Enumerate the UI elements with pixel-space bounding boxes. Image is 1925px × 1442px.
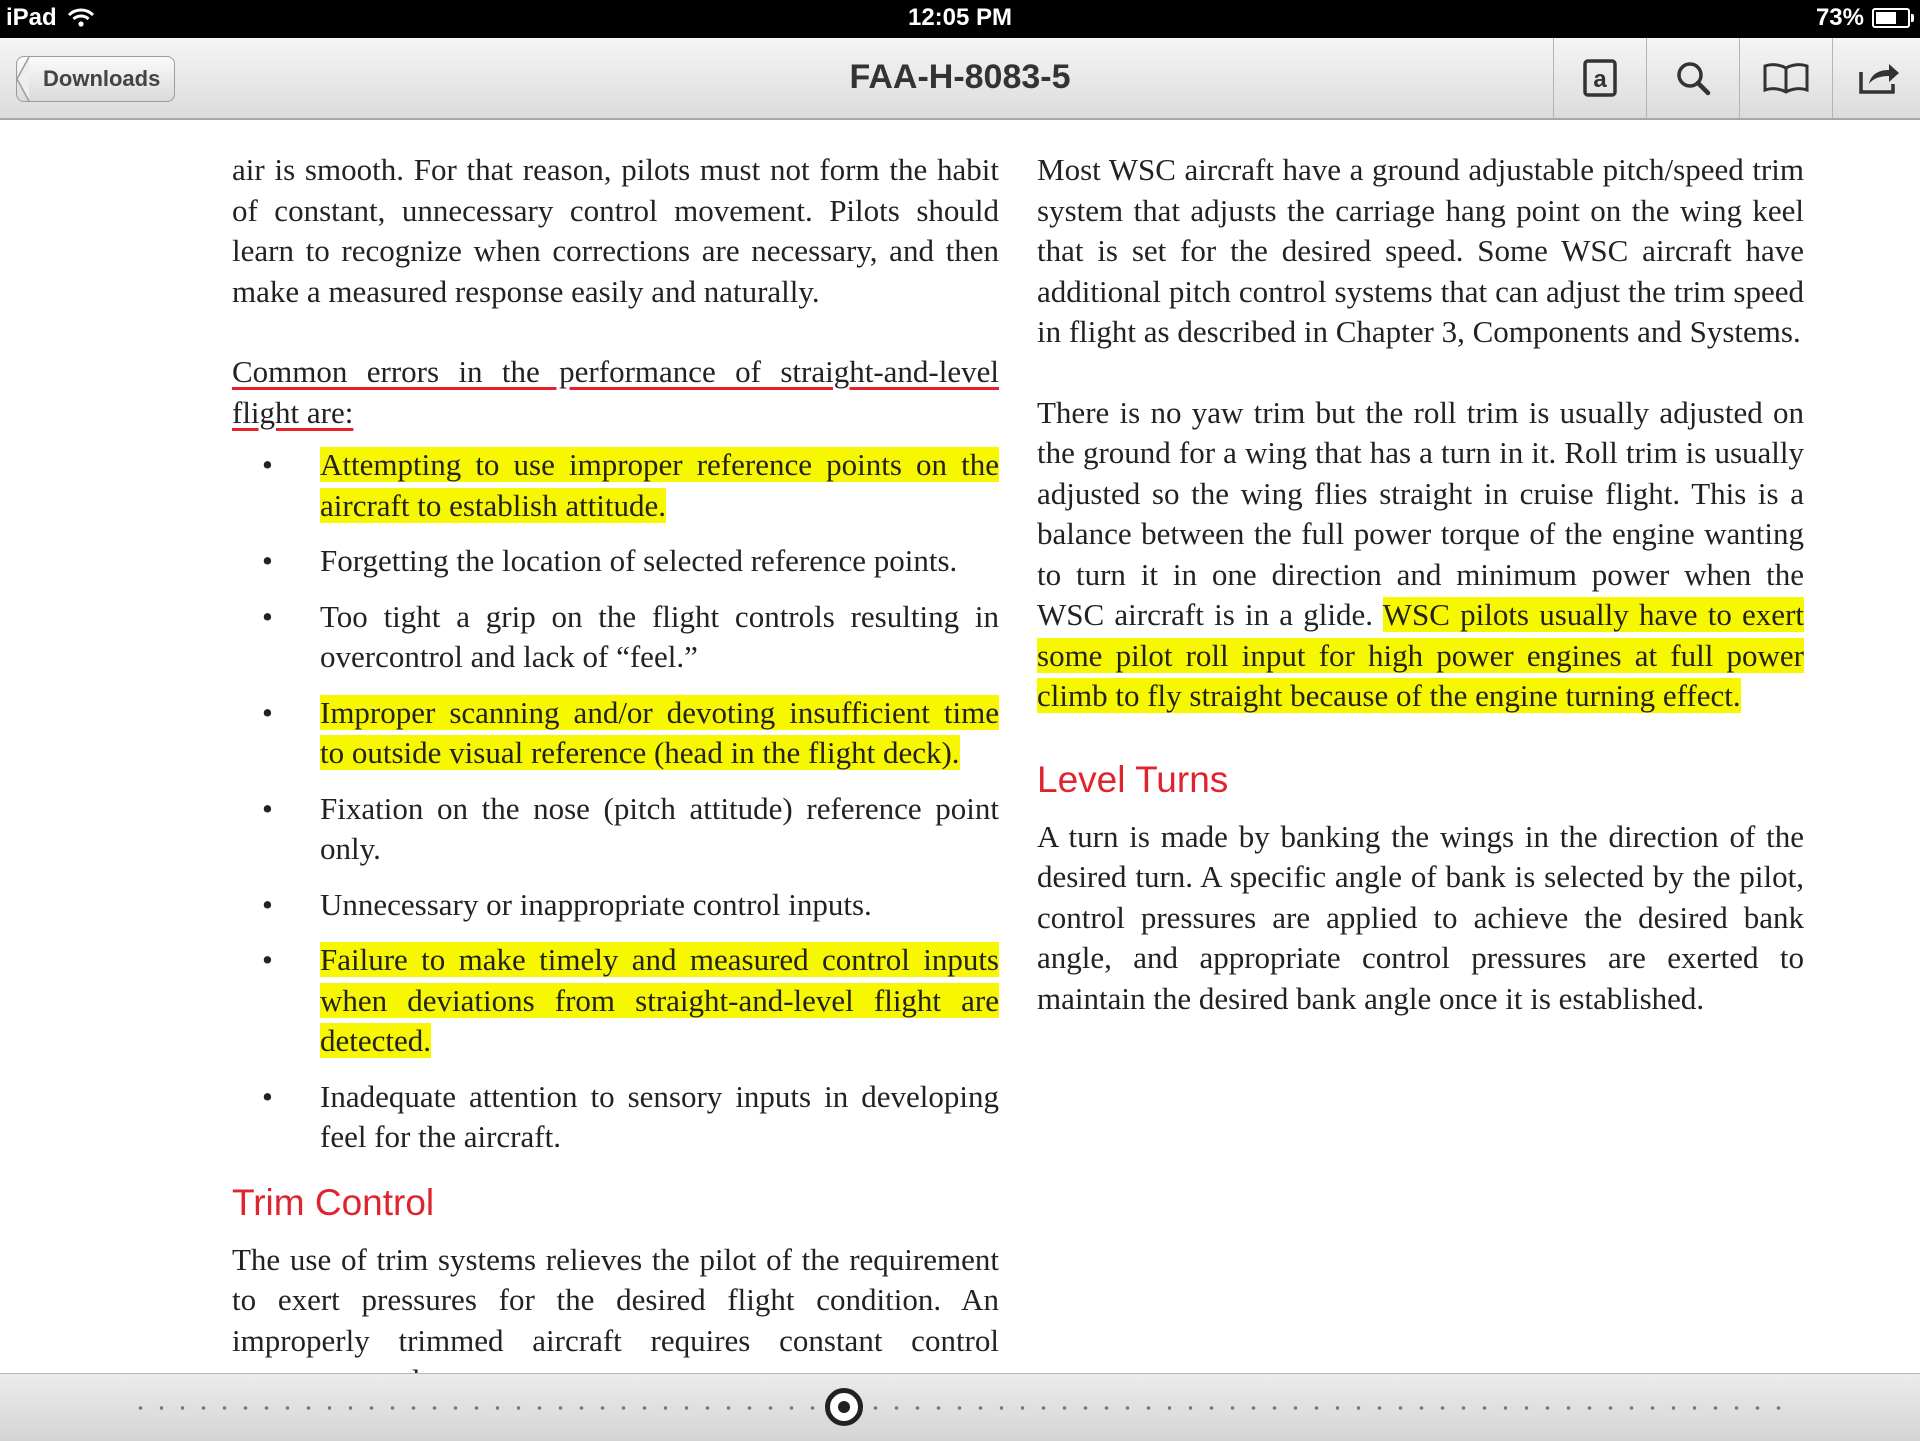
- bullet: •: [262, 543, 273, 578]
- search-icon: [1675, 60, 1711, 96]
- bullet: •: [262, 447, 273, 482]
- left-column: [232, 150, 999, 1442]
- errors-intro: [232, 352, 999, 433]
- device-name: iPad: [6, 4, 57, 31]
- bookmarks-button[interactable]: [1739, 38, 1832, 118]
- bullet: •: [262, 1078, 273, 1114]
- list-item: [232, 597, 999, 678]
- book-icon: [1763, 62, 1809, 94]
- bullet: •: [262, 598, 273, 634]
- highlighted-text: Attempting to use improper reference points on the aircraft to establish attitude.: [320, 447, 999, 523]
- battery-icon: [1872, 8, 1910, 28]
- back-button-label: Downloads: [43, 66, 161, 91]
- list-item: [232, 445, 999, 526]
- search-button[interactable]: [1646, 38, 1739, 118]
- page-scrubber-thumb[interactable]: [825, 1388, 863, 1426]
- status-time: 12:05 PM: [907, 4, 1013, 31]
- paragraph: Most WSC aircraft have a ground adjustable pitch/speed trim system that adjusts the carriage hang point on the wing keel that is set for the desired speed. Some WSC aircraft have additional pitch control systems that can adjust the trim speed in flight as described in Chapter 3, Components and Systems.: [1037, 152, 1804, 349]
- paragraph: The use of trim systems relieves the pilot of the requirement to exert pressures for the desired flight condition. An improperly trimmed aircraft requires constant control: [232, 1241, 999, 1358]
- list-item: [232, 541, 999, 582]
- list-item: [232, 885, 999, 926]
- toolbar: [0, 38, 1920, 120]
- highlighted-text: Improper scanning and/or devoting insufficient time to outside visual reference (head in the flight deck).: [320, 694, 999, 770]
- highlighted-text: WSC pilots usually have to exert some pilot roll input for high power engines at full power climb to fly straight because of the engine turning effect.: [1037, 597, 1805, 713]
- font-size-icon: [1583, 59, 1617, 97]
- list-item-text: Too tight a grip on the flight controls resulting in overcontrol and lack of “feel.”: [320, 598, 999, 674]
- bullet: •: [262, 886, 273, 922]
- highlighted-text: Failure to make timely and measured control inputs when deviations from straight-and-level flight are detected.: [320, 942, 999, 1058]
- font-size-button[interactable]: [1553, 38, 1646, 118]
- bullet: •: [262, 790, 273, 826]
- page-scrubber-track[interactable]: [130, 1406, 1790, 1410]
- paragraph: air is smooth. For that reason, pilots must not form the habit of constant, unnecessary control movement. Pilots should learn to recognize when corrections are necessary, and then make a measured response easily and naturally.: [232, 152, 999, 309]
- battery-percent: 73%: [1815, 4, 1864, 31]
- errors-list: [232, 445, 999, 1158]
- list-item: [232, 940, 999, 1062]
- status-bar: [0, 0, 1920, 38]
- svg-text:a: a: [1593, 66, 1607, 93]
- section-heading-trim-control: Trim Control: [232, 1181, 435, 1223]
- bullet: •: [262, 942, 273, 977]
- paragraph: [1037, 393, 1804, 717]
- list-item-text: Forgetting the location of selected reference points.: [320, 543, 958, 578]
- paragraph: A turn is made by banking the wings in the direction of the desired turn. A specific angle of bank is selected by the pilot, control pressures are applied to achieve the desired bank angle, and appropriate control pressures are exerted to maintain the desired bank angle once it is established.: [1037, 818, 1804, 1016]
- page-scrubber[interactable]: [0, 1373, 1920, 1441]
- list-item: [232, 789, 999, 870]
- list-item-text: Unnecessary or inappropriate control inputs.: [320, 886, 872, 922]
- document-title: FAA-H-8083-5: [849, 58, 1071, 96]
- paragraph-text: There is no yaw trim but the roll trim is usually adjusted on the ground for a wing that has a turn in it. Roll trim is usually adjusted so the wing flies straight in cruise flight. This is a balance between the full power torque of the engine wanting to turn it in one direction and minimum power when the WSC aircraft is in a glide.: [1037, 394, 1804, 632]
- list-item-text: Inadequate attention to sensory inputs in developing feel for the aircraft.: [320, 1078, 999, 1154]
- bullet: •: [262, 694, 273, 730]
- list-item: [232, 693, 999, 774]
- section-heading-level-turns: Level Turns: [1037, 758, 1229, 800]
- document-page[interactable]: [0, 120, 1920, 1373]
- share-icon: [1857, 60, 1901, 96]
- share-button[interactable]: [1832, 38, 1925, 118]
- list-item: [232, 1077, 999, 1158]
- right-column: [1037, 150, 1804, 1059]
- underlined-text: Common errors in the performance of straight-and-level flight are:: [232, 354, 999, 430]
- list-item-text: Fixation on the nose (pitch attitude) reference point only.: [320, 790, 999, 866]
